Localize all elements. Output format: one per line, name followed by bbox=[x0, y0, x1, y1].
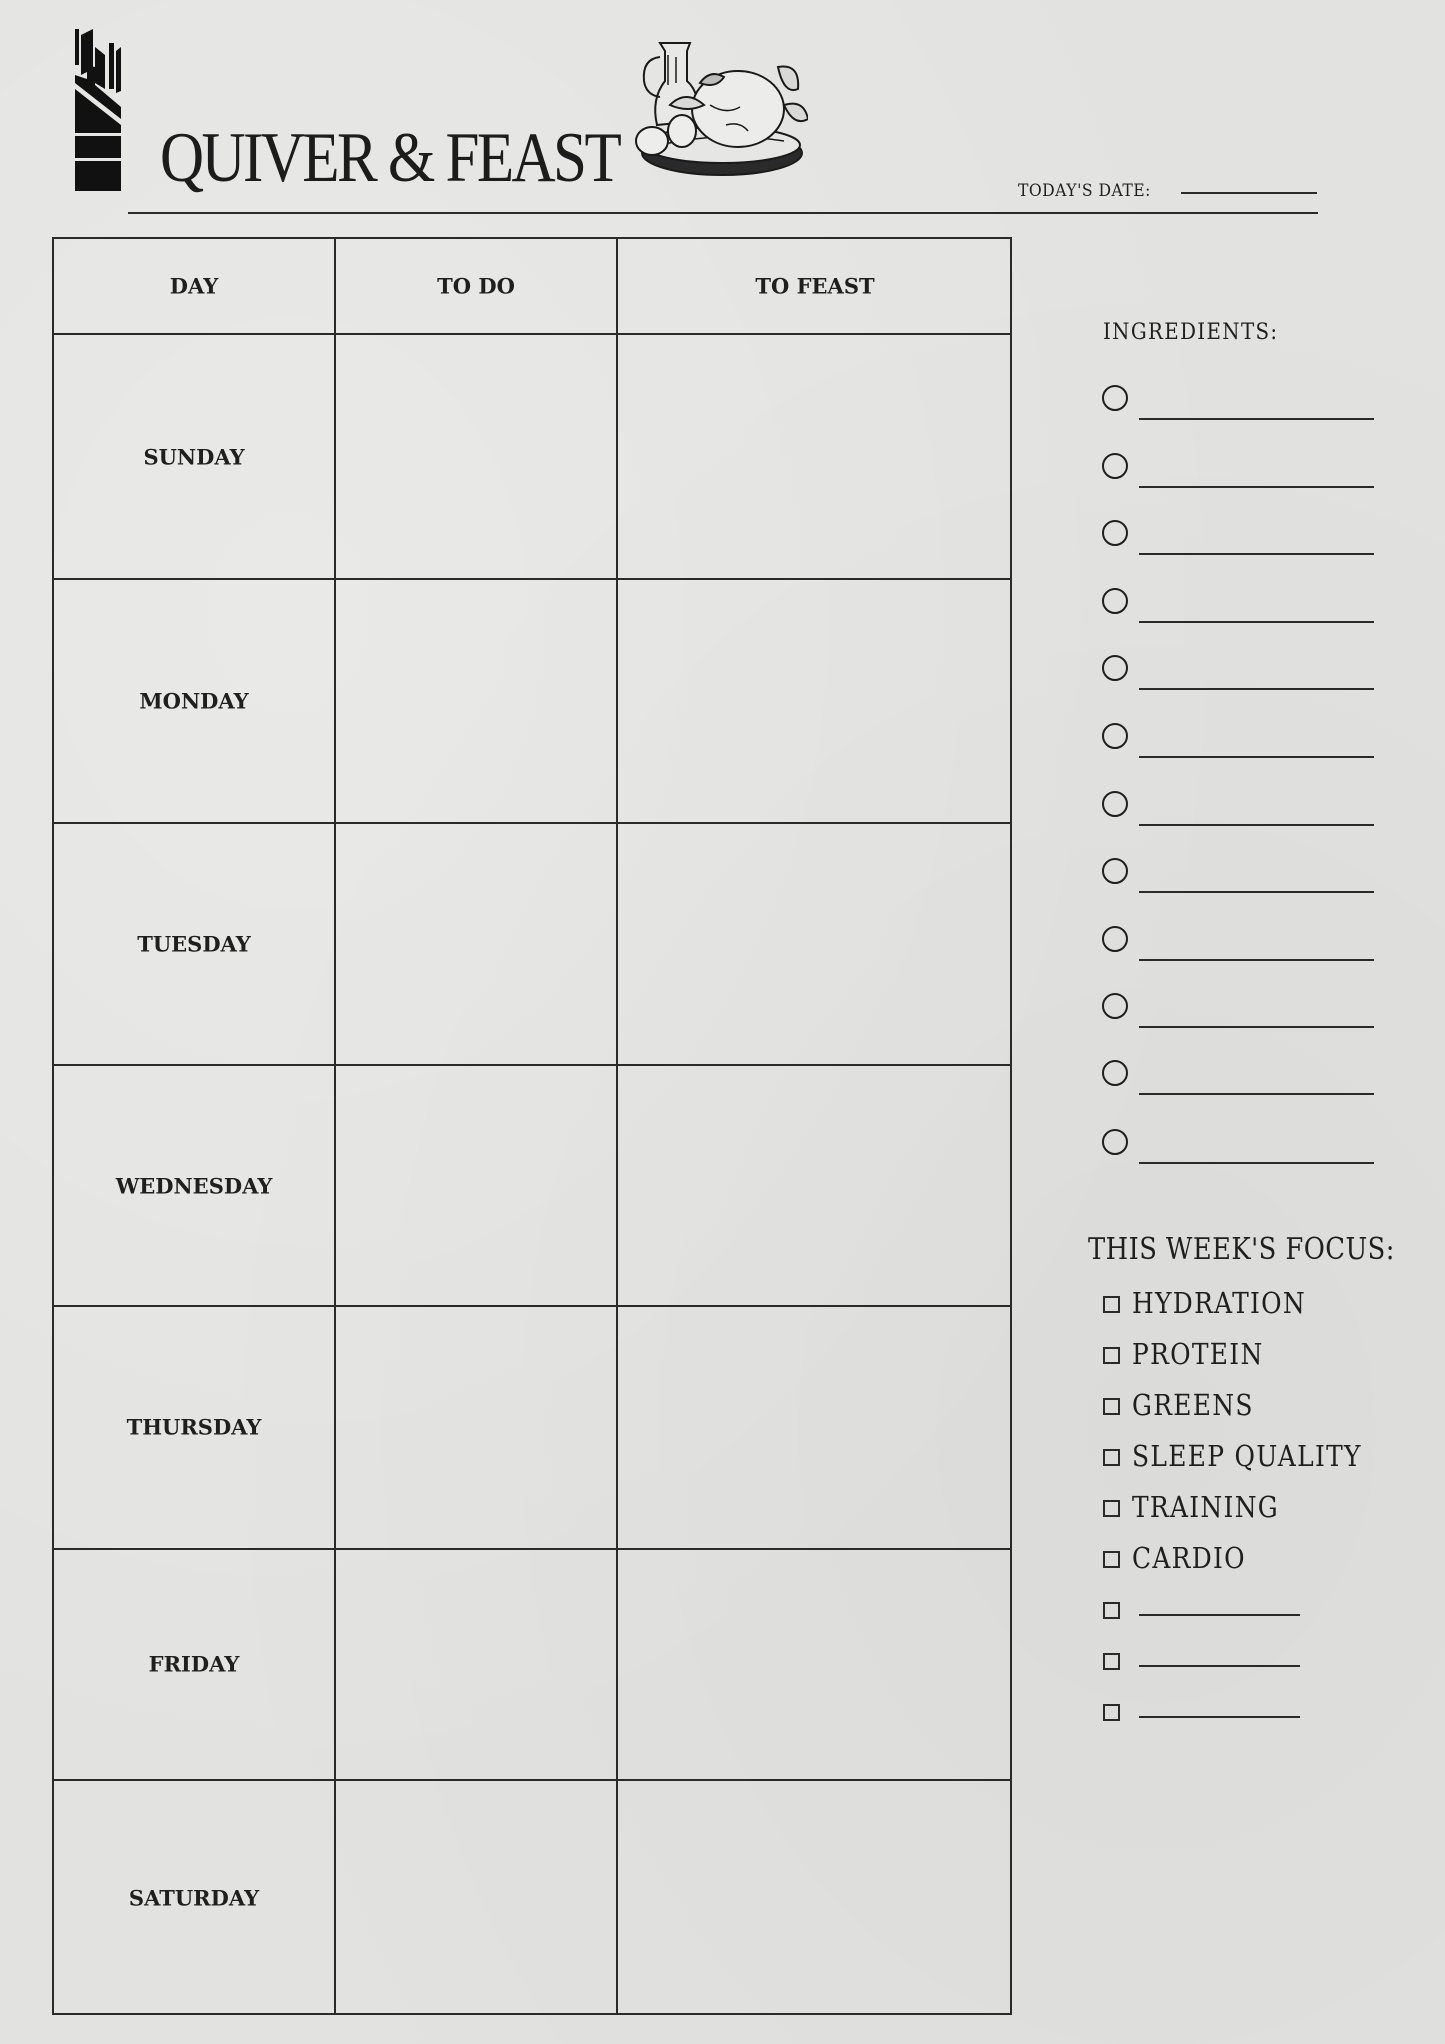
ingredient-field[interactable] bbox=[1139, 1026, 1374, 1028]
circle-checkbox-icon[interactable] bbox=[1102, 791, 1128, 817]
todo-cell-monday[interactable] bbox=[336, 580, 616, 822]
ingredient-field[interactable] bbox=[1139, 418, 1374, 420]
ingredient-field[interactable] bbox=[1139, 621, 1374, 623]
day-label-friday: FRIDAY bbox=[148, 1651, 240, 1677]
day-label-monday: MONDAY bbox=[139, 688, 249, 714]
column-header-feast: TO FEAST bbox=[755, 273, 875, 299]
ingredient-item[interactable] bbox=[1102, 385, 1374, 425]
circle-checkbox-icon[interactable] bbox=[1102, 655, 1128, 681]
weekly-focus-heading: THIS WEEK'S FOCUS: bbox=[1088, 1232, 1395, 1267]
day-label-sunday: SUNDAY bbox=[143, 444, 245, 470]
feast-cell-friday[interactable] bbox=[618, 1550, 1012, 1779]
ingredient-item[interactable] bbox=[1102, 926, 1374, 966]
ingredient-field[interactable] bbox=[1139, 553, 1374, 555]
ingredient-item[interactable] bbox=[1102, 858, 1374, 898]
checkbox-icon[interactable] bbox=[1103, 1500, 1120, 1517]
circle-checkbox-icon[interactable] bbox=[1102, 453, 1128, 479]
day-label-saturday: SATURDAY bbox=[128, 1885, 260, 1911]
ingredient-item[interactable] bbox=[1102, 1129, 1374, 1169]
checkbox-icon[interactable] bbox=[1103, 1653, 1120, 1670]
circle-checkbox-icon[interactable] bbox=[1102, 1060, 1128, 1086]
circle-checkbox-icon[interactable] bbox=[1102, 926, 1128, 952]
ingredient-field[interactable] bbox=[1139, 688, 1374, 690]
todo-cell-sunday[interactable] bbox=[336, 335, 616, 578]
ingredient-field[interactable] bbox=[1139, 1093, 1374, 1095]
circle-checkbox-icon[interactable] bbox=[1102, 385, 1128, 411]
checkbox-icon[interactable] bbox=[1103, 1347, 1120, 1364]
ingredient-item[interactable] bbox=[1102, 520, 1374, 560]
circle-checkbox-icon[interactable] bbox=[1102, 993, 1128, 1019]
quiver-logo-icon bbox=[73, 29, 123, 191]
todo-cell-thursday[interactable] bbox=[336, 1307, 616, 1548]
checkbox-icon[interactable] bbox=[1103, 1296, 1120, 1313]
ingredient-field[interactable] bbox=[1139, 891, 1374, 893]
circle-checkbox-icon[interactable] bbox=[1102, 858, 1128, 884]
circle-checkbox-icon[interactable] bbox=[1102, 723, 1128, 749]
header-divider bbox=[128, 212, 1318, 214]
ingredient-item[interactable] bbox=[1102, 1060, 1374, 1100]
food-illustration-icon bbox=[630, 35, 808, 185]
circle-checkbox-icon[interactable] bbox=[1102, 1129, 1128, 1155]
ingredients-heading: INGREDIENTS: bbox=[1103, 320, 1279, 345]
feast-cell-tuesday[interactable] bbox=[618, 824, 1012, 1064]
feast-cell-thursday[interactable] bbox=[618, 1307, 1012, 1548]
todo-cell-tuesday[interactable] bbox=[336, 824, 616, 1064]
ingredient-item[interactable] bbox=[1102, 993, 1374, 1033]
weekly-planner-table bbox=[52, 237, 1012, 2015]
feast-cell-sunday[interactable] bbox=[618, 335, 1012, 578]
todays-date-field[interactable] bbox=[1181, 192, 1317, 194]
ingredient-field[interactable] bbox=[1139, 756, 1374, 758]
checkbox-icon[interactable] bbox=[1103, 1602, 1120, 1619]
feast-cell-monday[interactable] bbox=[618, 580, 1012, 822]
ingredient-field[interactable] bbox=[1139, 486, 1374, 488]
ingredient-item[interactable] bbox=[1102, 791, 1374, 831]
ingredient-item[interactable] bbox=[1102, 588, 1374, 628]
focus-blank-field[interactable] bbox=[1139, 1614, 1300, 1616]
day-label-wednesday: WEDNESDAY bbox=[115, 1173, 273, 1199]
feast-cell-saturday[interactable] bbox=[618, 1781, 1012, 2013]
focus-blank-field[interactable] bbox=[1139, 1665, 1300, 1667]
ingredient-field[interactable] bbox=[1139, 824, 1374, 826]
checkbox-icon[interactable] bbox=[1103, 1449, 1120, 1466]
ingredient-item[interactable] bbox=[1102, 655, 1374, 695]
circle-checkbox-icon[interactable] bbox=[1102, 588, 1128, 614]
column-header-todo: TO DO bbox=[437, 273, 515, 299]
todo-cell-friday[interactable] bbox=[336, 1550, 616, 1779]
ingredient-field[interactable] bbox=[1139, 959, 1374, 961]
focus-blank-field[interactable] bbox=[1139, 1716, 1300, 1718]
checkbox-icon[interactable] bbox=[1103, 1398, 1120, 1415]
ingredient-item[interactable] bbox=[1102, 453, 1374, 493]
checkbox-icon[interactable] bbox=[1103, 1704, 1120, 1721]
ingredient-item[interactable] bbox=[1102, 723, 1374, 763]
day-label-tuesday: TUESDAY bbox=[137, 931, 251, 957]
todays-date-label: TODAY'S DATE: bbox=[1018, 181, 1151, 201]
ingredient-field[interactable] bbox=[1139, 1162, 1374, 1164]
todo-cell-saturday[interactable] bbox=[336, 1781, 616, 2013]
circle-checkbox-icon[interactable] bbox=[1102, 520, 1128, 546]
checkbox-icon[interactable] bbox=[1103, 1551, 1120, 1568]
todo-cell-wednesday[interactable] bbox=[336, 1066, 616, 1305]
column-header-day: DAY bbox=[169, 273, 219, 299]
brand-title: QUIVER & FEAST bbox=[160, 119, 620, 197]
day-label-thursday: THURSDAY bbox=[126, 1414, 262, 1440]
feast-cell-wednesday[interactable] bbox=[618, 1066, 1012, 1305]
